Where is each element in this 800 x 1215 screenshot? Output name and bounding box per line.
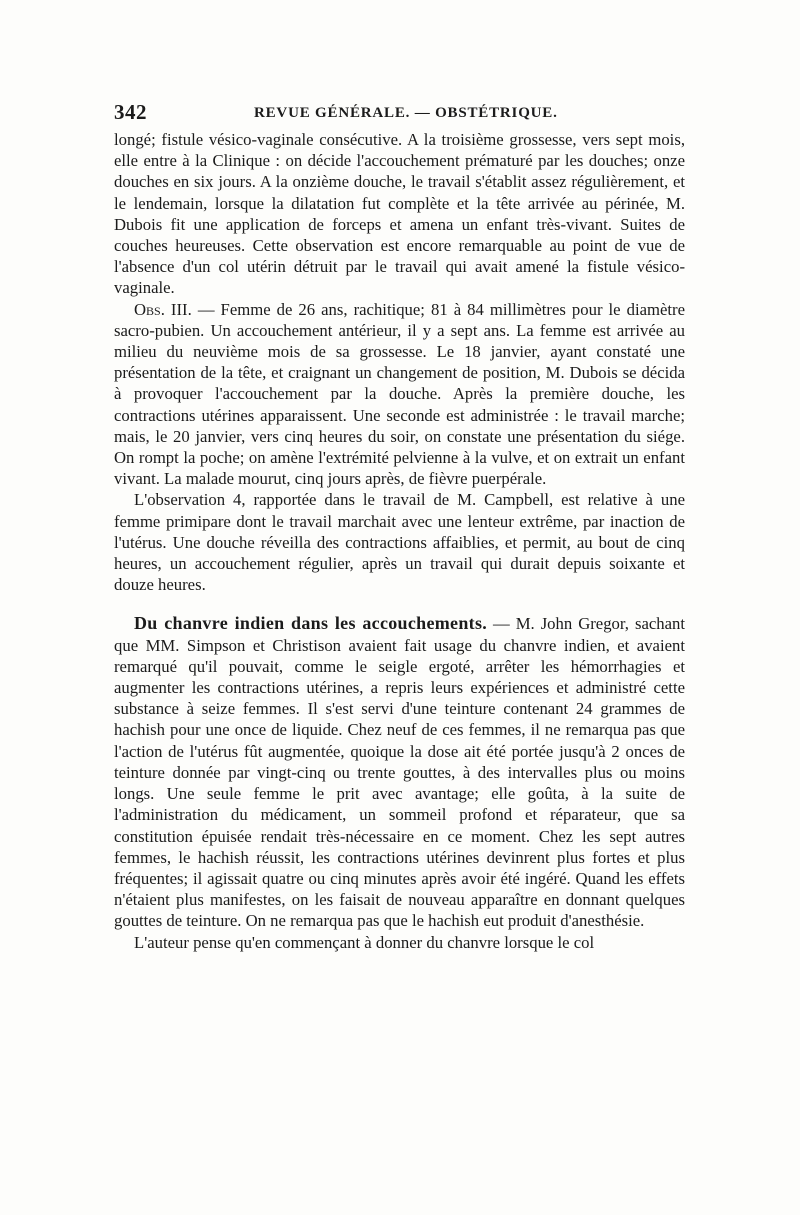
chanvre-indien-text: — M. John Gregor, sachant que MM. Simpson et Christison avaient fait usage du chanvre indien, et avaient remarqué qu'il pouvait, comme le seigle ergoté, arrêter les hémorrhagies et augmenter les contractions utérines, a repris leurs expériences et administré cette substance à seize femmes. Il s'est servi d'une teinture contenant 24 grammes de hachish pour une once de liquide. Chez neuf de ces femmes, il ne remarqua pas que l'action de l'utérus fût augmentée, quoique la dose ait été portée jusqu'à 2 onces de teinture donnée par vingt-cinq ou trente gouttes, à des intervalles plus ou moins longs. Une seule femme le prit avec avantage; elle goûta, à la suite de l'administration du médicament, un sommeil profond et réparateur, que sa constitution épuisée rendait très-nécessaire en ce moment. Chez les sept autres femmes, le hachish réussit, les contractions utérines devinrent plus fortes et plus fréquentes; il agissait quatre ou cinq minutes après avoir été ingéré. Quand les effets n'étaient plus manifestes, on les faisait de nouveau apparaître en donnant quelques gouttes de teinture. On ne remarqua pas que le hachish eut produit d'anesthésie. xyxy=(114,614,685,931)
page-number: 342 xyxy=(114,100,147,124)
observation-label: Obs. III. xyxy=(134,299,192,319)
paragraph-chanvre-indien xyxy=(114,613,685,931)
observation-3-text: — Femme de 26 ans, rachitique; 81 à 84 millimètres pour le diamètre sacro-pubien. Un accouchement antérieur, il y a sept ans. La femme est arrivée au milieu du neuvième mois de sa grossesse. Le 18 janvier, ayant constaté une présentation de la tête, et craignant un changement de position, M. Dubois se décida à provoquer l'accouchement par la douche. Après la première douche, les contractions utérines apparaissent. Une seconde est administrée : le travail marche; mais, le 20 janvier, vers cinq heures du soir, on constate une présentation du siége. On rompt la poche; on amène l'extrémité pelvienne à la vulve, et on extrait un enfant vivant. La malade mourut, cinq jours après, de fièvre puerpérale. xyxy=(114,299,685,489)
paragraph-campbell-observation: L'observation 4, rapportée dans le travail de M. Campbell, est relative à une femme primipare dont le travail marchait avec une lenteur extrême, par inaction de l'utérus. Une douche réveilla des contractions affaiblies, et permit, au bout de cinq heures, un accouchement régulier, après un travail qui durait depuis soixante et douze heures. xyxy=(114,490,685,595)
running-title: REVUE GÉNÉRALE. — OBSTÉTRIQUE. xyxy=(254,105,558,121)
section-spacer xyxy=(114,595,685,613)
paragraph-case-continuation: longé; fistule vésico-vaginale consécutive. A la troisième grossesse, vers sept mois, elle entre à la Clinique : on décide l'accouchement prématuré par les douches; onze douches en six jours. A la onzième douche, le travail s'établit assez régulièrement, et le lendemain, lorsque la dilatation fut complète et la tête arrivée au périnée, M. Dubois fit une application de forceps et amena un enfant très-vivant. Suites de couches heureuses. Cette observation est encore remarquable au point de vue de l'absence d'un col utérin détruit par le travail qui avait amené la fistule vésico-vaginale. xyxy=(114,130,685,298)
body-text xyxy=(114,129,685,953)
page-header xyxy=(114,100,686,124)
paragraph-observation-3 xyxy=(114,299,685,490)
paragraph-author-opinion: L'auteur pense qu'en commençant à donner du chanvre lorsque le col xyxy=(134,932,595,952)
section-heading: Du chanvre indien dans les accouchements. xyxy=(134,613,488,634)
